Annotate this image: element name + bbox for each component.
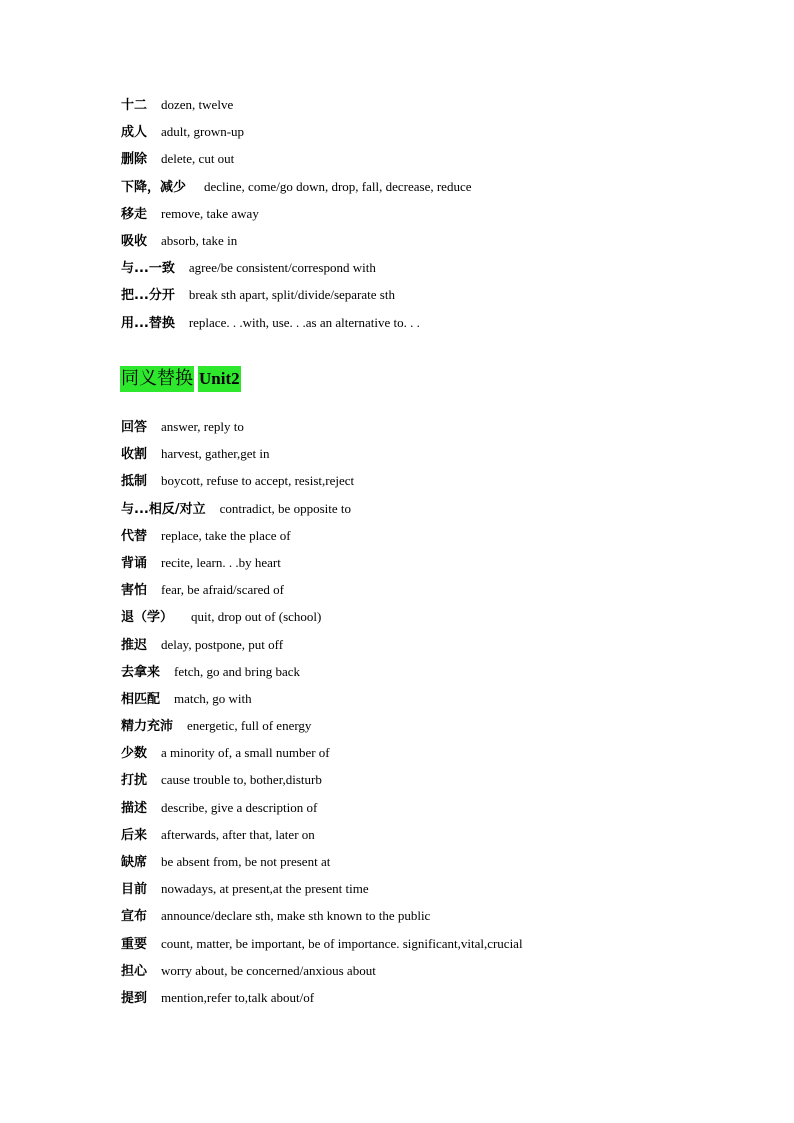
heading-unit: Unit2 [198, 366, 241, 392]
vocab-row [121, 934, 523, 961]
english-synonyms: cause trouble to, bother,disturb [161, 772, 322, 788]
english-synonyms: quit, drop out of (school) [191, 609, 322, 625]
vocab-row [121, 471, 523, 498]
vocab-row [121, 417, 523, 444]
vocab-row [121, 662, 523, 689]
english-synonyms: replace. . .with, use. . .as an alternative to. . . [188, 314, 420, 330]
chinese-term: 退（学） [121, 610, 174, 626]
chinese-term: 去拿来 [121, 664, 161, 680]
vocab-row [121, 177, 471, 204]
chinese-term: 担心 [121, 963, 148, 979]
english-synonyms: mention,refer to,talk about/of [161, 989, 315, 1005]
english-synonyms: energetic, full of energy [187, 718, 312, 734]
chinese-term: 移走 [121, 206, 148, 222]
chinese-term: 提到 [121, 990, 148, 1006]
vocab-row [121, 961, 523, 988]
english-synonyms: a minority of, a small number of [161, 745, 330, 761]
vocab-row [121, 313, 471, 340]
english-synonyms: agree/be consistent/correspond with [188, 260, 376, 276]
vocab-row [121, 553, 523, 580]
chinese-term: 少数 [121, 746, 148, 762]
vocab-row [121, 743, 523, 770]
vocab-row [121, 825, 523, 852]
english-synonyms: dozen, twelve [161, 97, 234, 112]
chinese-term: 成人 [121, 125, 148, 141]
chinese-term: 删除 [121, 152, 148, 168]
english-synonyms: remove, take away [161, 205, 259, 221]
vocab-row [121, 95, 471, 122]
vocab-row [121, 798, 523, 825]
english-synonyms: match, go with [174, 690, 252, 706]
vocab-row [121, 607, 523, 634]
heading-chinese: 同义替换 [120, 366, 194, 392]
chinese-term: 推迟 [121, 637, 148, 653]
english-synonyms: be absent from, be not present at [161, 854, 331, 869]
chinese-term: 害怕 [121, 583, 148, 599]
english-synonyms: nowadays, at present,at the present time [161, 881, 369, 897]
chinese-term: 用...替换 [121, 315, 175, 331]
english-synonyms: boycott, refuse to accept, resist,reject [161, 473, 355, 489]
chinese-term: 吸收 [121, 233, 148, 249]
chinese-term: 宣布 [121, 909, 148, 925]
chinese-term: 抵制 [121, 474, 148, 490]
chinese-term: 十二 [121, 98, 148, 113]
vocab-row [121, 852, 523, 879]
chinese-term: 精力充沛 [121, 719, 174, 735]
chinese-term: 与...一致 [121, 261, 175, 277]
chinese-term: 后来 [121, 827, 148, 843]
chinese-term: 打扰 [121, 773, 148, 789]
vocab-row [121, 906, 523, 933]
english-synonyms: replace, take the place of [161, 527, 291, 543]
vocab-row [121, 879, 523, 906]
english-synonyms: count, matter, be important, be of importance. significant,vital,crucial [161, 935, 523, 951]
english-synonyms: delete, cut out [161, 151, 235, 167]
english-synonyms: announce/declare sth, make sth known to the public [161, 908, 431, 924]
english-synonyms: afterwards, after that, later on [161, 826, 315, 842]
english-synonyms: worry about, be concerned/anxious about [161, 962, 376, 978]
english-synonyms: break sth apart, split/divide/separate sth [188, 287, 395, 303]
english-synonyms: absorb, take in [161, 232, 238, 248]
vocab-list-unit1 [121, 95, 471, 340]
chinese-term: 下降，减少 [121, 179, 187, 195]
chinese-term: 重要 [121, 936, 148, 952]
english-synonyms: fear, be afraid/scared of [161, 582, 284, 598]
vocab-row [121, 635, 523, 662]
vocab-row [121, 689, 523, 716]
english-synonyms: harvest, gather,get in [161, 446, 270, 462]
english-synonyms: recite, learn. . .by heart [161, 554, 281, 570]
english-synonyms: contradict, be opposite to [219, 500, 351, 516]
english-synonyms: delay, postpone, put off [161, 636, 284, 652]
chinese-term: 描述 [121, 800, 148, 816]
english-synonyms: decline, come/go down, drop, fall, decrease, reduce [204, 178, 472, 194]
english-synonyms: answer, reply to [161, 419, 244, 434]
chinese-term: 代替 [121, 528, 148, 544]
vocab-row [121, 770, 523, 797]
vocab-row [121, 285, 471, 312]
chinese-term: 缺席 [121, 855, 148, 870]
vocab-row [121, 231, 471, 258]
english-synonyms: adult, grown-up [161, 124, 245, 140]
chinese-term: 背诵 [121, 555, 148, 571]
vocab-row [121, 499, 523, 526]
vocab-row [121, 149, 471, 176]
vocab-row [121, 526, 523, 553]
chinese-term: 把...分开 [121, 288, 175, 304]
english-synonyms: describe, give a description of [161, 799, 318, 815]
vocab-row [121, 716, 523, 743]
chinese-term: 与...相反/对立 [121, 501, 206, 517]
section-heading [120, 366, 241, 392]
vocab-row [121, 258, 471, 285]
vocab-row [121, 204, 471, 231]
chinese-term: 回答 [121, 420, 148, 435]
chinese-term: 收割 [121, 447, 148, 463]
vocab-row [121, 122, 471, 149]
chinese-term: 目前 [121, 882, 148, 898]
chinese-term: 相匹配 [121, 691, 161, 707]
vocab-list-unit2 [121, 417, 523, 1015]
english-synonyms: fetch, go and bring back [174, 663, 300, 679]
vocab-row [121, 444, 523, 471]
vocab-row [121, 988, 523, 1015]
vocab-row [121, 580, 523, 607]
